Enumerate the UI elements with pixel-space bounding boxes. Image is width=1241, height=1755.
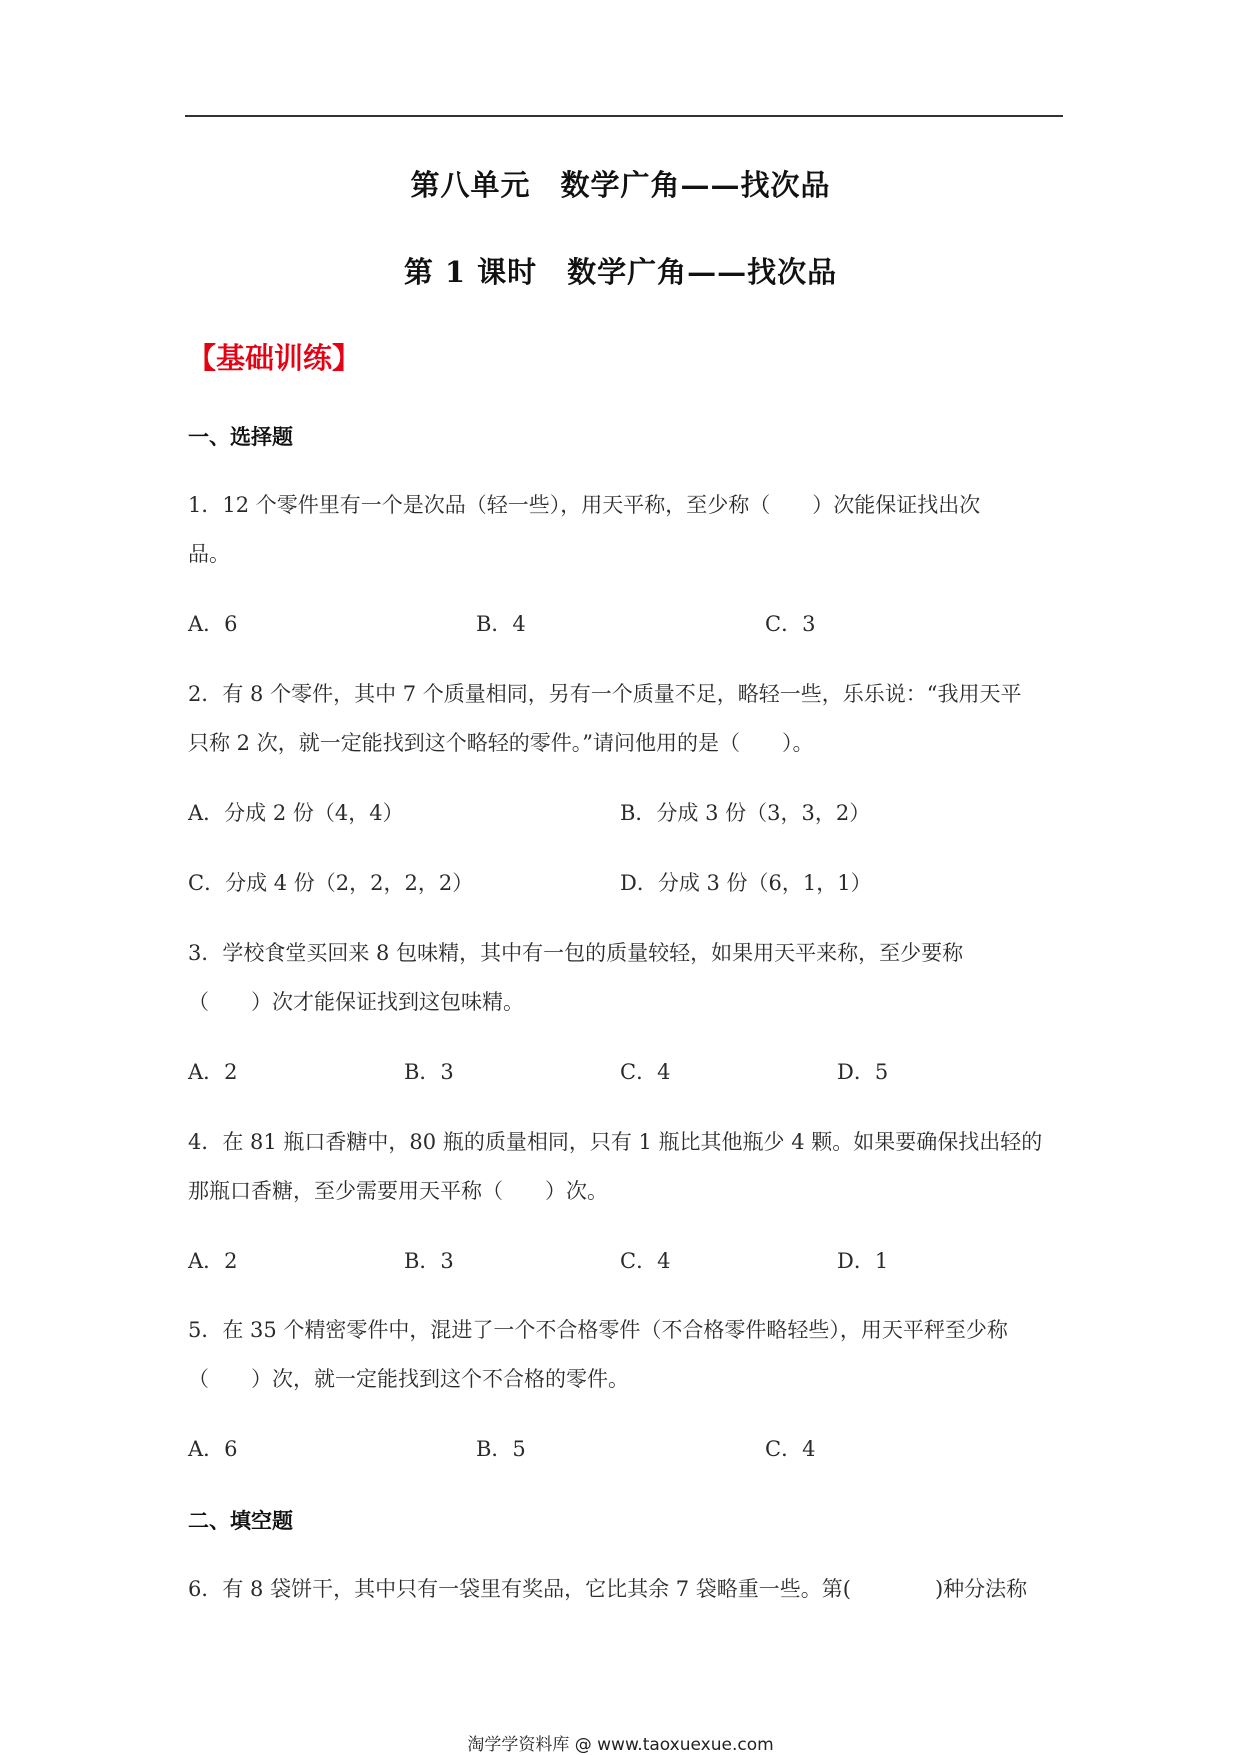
q5-line-2: （ ）次，就一定能找到这个不合格的零件。: [188, 1367, 629, 1391]
q1-option-a: A．6: [188, 612, 238, 636]
q1-option-b: B．4: [476, 612, 526, 636]
q4-line-1: 4．在 81 瓶口香糖中，80 瓶的质量相同，只有 1 瓶比其他瓶少 4 颗。如果要确保找出轻的: [188, 1130, 1043, 1154]
top-rule: [185, 115, 1063, 117]
section-choice-heading: 一、选择题: [188, 425, 293, 449]
q3-option-b: B．3: [404, 1060, 454, 1084]
lesson-title: 第 1 课时 数学广角——找次品: [403, 255, 838, 289]
q3-option-c: C．4: [620, 1060, 671, 1084]
q1-option-c: C．3: [765, 612, 816, 636]
section-banner: 【基础训练】: [187, 341, 362, 375]
q2-option-d: D．分成 3 份（6，1，1）: [620, 871, 872, 895]
q6-line-1: 6．有 8 袋饼干，其中只有一袋里有奖品，它比其余 7 袋略重一些。第( )种分法称: [188, 1577, 1028, 1601]
unit-title: 第八单元 数学广角——找次品: [410, 168, 831, 202]
q3-line-2: （ ）次才能保证找到这包味精。: [188, 990, 524, 1014]
q4-option-d: D．1: [837, 1249, 889, 1273]
q4-option-a: A．2: [188, 1249, 238, 1273]
q1-line-1: 1．12 个零件里有一个是次品（轻一些），用天平称，至少称（ ）次能保证找出次: [188, 493, 981, 517]
q4-option-b: B．3: [404, 1249, 454, 1273]
q5-line-1: 5．在 35 个精密零件中，混进了一个不合格零件（不合格零件略轻些），用天平秤至少称: [188, 1318, 1008, 1342]
q5-option-b: B．5: [476, 1437, 526, 1461]
footer-watermark: 淘学学资料库 @ www.taoxuexue.com: [467, 1735, 774, 1755]
q2-line-2: 只称 2 次，就一定能找到这个略轻的零件。”请问他用的是（ ）。: [188, 731, 814, 755]
q3-option-d: D．5: [837, 1060, 889, 1084]
q3-line-1: 3．学校食堂买回来 8 包味精，其中有一包的质量较轻，如果用天平来称，至少要称: [188, 941, 964, 965]
q3-option-a: A．2: [188, 1060, 238, 1084]
q2-option-c: C．分成 4 份（2，2，2，2）: [188, 871, 474, 895]
section-fill-heading: 二、填空题: [188, 1509, 293, 1533]
q1-line-2: 品。: [188, 542, 230, 566]
q5-option-a: A．6: [188, 1437, 238, 1461]
q2-line-1: 2．有 8 个零件，其中 7 个质量相同，另有一个质量不足，略轻一些，乐乐说：“我用天平: [188, 682, 1022, 706]
q2-option-a: A．分成 2 份（4，4）: [188, 801, 404, 825]
q4-line-2: 那瓶口香糖，至少需要用天平称（ ）次。: [188, 1179, 608, 1203]
q2-option-b: B．分成 3 份（3，3，2）: [620, 801, 871, 825]
q5-option-c: C．4: [765, 1437, 816, 1461]
q4-option-c: C．4: [620, 1249, 671, 1273]
